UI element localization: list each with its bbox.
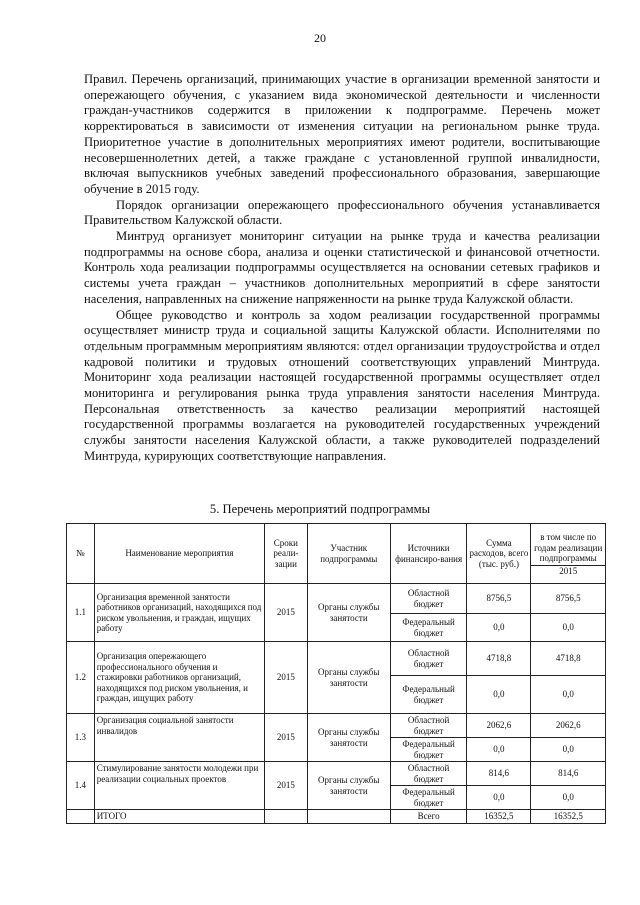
paragraph-3: Минтруд организует мониторинг ситуации на рынке труда и качества реализации подпрограммы на основе сбора, анализа и оценки статистической и финансовой отчетности. Контроль хода реализации подпрограммы осуществляется на основании сетевых графиков и системы учета граждан – участников дополнительных мероприятий в сфере занятости населения, направленных на снижение напряженности на рынке труда Калужской области. — [84, 229, 600, 306]
col-header-sum: Сумма расходов, всего (тыс. руб.) — [467, 524, 531, 584]
row-name: Организация социальной занятости инвалидов — [94, 714, 264, 762]
table-total-row — [67, 810, 606, 824]
measures-table — [66, 523, 606, 824]
page-number: 20 — [314, 31, 326, 45]
row-participant: Органы службы занятости — [307, 642, 390, 714]
row-sum: 0,0 — [467, 738, 531, 762]
table-row — [67, 762, 606, 786]
row-num: 1.3 — [67, 714, 95, 762]
row-participant: Органы службы занятости — [307, 714, 390, 762]
row-participant: Органы службы занятости — [307, 584, 390, 642]
total-num-cell — [67, 810, 95, 824]
total-empty-cell — [265, 810, 308, 824]
paragraph-4: Общее руководство и контроль за ходом реализации государственной программы осуществляет министр труда и социальной защиты Калужской области. Исполнителями по отдельным программным мероприятиям являются: отдел организации трудоустройства и отдел кадровой политики и трудовых отношений соответствующих управлений Минтруда. Мониторинг хода реализации настоящей государственной программы осуществляет отдел мониторинга и регулирования рынка труда управления занятости населения Минтруда. Персональная ответственность за качество реализации мероприятий настоящей государственной программы возлагается на руководителей государственных учреждений службы занятости населения Калужской области, а также руководителей подразделений Минтруда, курирующих соответствующие направления. — [84, 307, 600, 463]
col-header-num: № — [67, 524, 95, 584]
row-name: Стимулирование занятости молодежи при реализации социальных проектов — [94, 762, 264, 810]
row-sum: 0,0 — [467, 614, 531, 642]
table-row — [67, 584, 606, 614]
row-source: Федеральный бюджет — [390, 614, 467, 642]
row-name: Организация опережающего профессионального обучения и стажировки работников организаций, находящихся под риском увольнения, и граждан, ищущих работу — [94, 642, 264, 714]
total-year-sum: 16352,5 — [531, 810, 606, 824]
row-source: Областной бюджет — [390, 584, 467, 614]
row-name: Организация временной занятости работников организаций, находящихся под риском увольнения, и граждан, ищущих работу — [94, 584, 264, 642]
row-period: 2015 — [265, 642, 308, 714]
row-num: 1.4 — [67, 762, 95, 810]
total-sum: 16352,5 — [467, 810, 531, 824]
row-sum: 814,6 — [467, 762, 531, 786]
row-source: Областной бюджет — [390, 714, 467, 738]
col-header-sources: Источники финансиро-вания — [390, 524, 467, 584]
row-year-sum: 2062,6 — [531, 714, 606, 738]
row-year-sum: 0,0 — [531, 738, 606, 762]
row-year-sum: 814,6 — [531, 762, 606, 786]
row-year-sum: 8756,5 — [531, 584, 606, 614]
row-sum: 0,0 — [467, 786, 531, 810]
row-sum: 8756,5 — [467, 584, 531, 614]
row-period: 2015 — [265, 714, 308, 762]
row-year-sum: 4718,8 — [531, 642, 606, 676]
section-title: 5. Перечень мероприятий подпрограммы — [209, 502, 431, 516]
row-period: 2015 — [265, 762, 308, 810]
row-num: 1.2 — [67, 642, 95, 714]
row-year-sum: 0,0 — [531, 676, 606, 714]
col-header-by-year-label: в том числе по годам реализации подпрограммы — [534, 532, 603, 563]
row-sum: 2062,6 — [467, 714, 531, 738]
row-source: Областной бюджет — [390, 762, 467, 786]
row-source: Федеральный бюджет — [390, 676, 467, 714]
col-header-by-year — [531, 524, 606, 584]
row-source: Федеральный бюджет — [390, 738, 467, 762]
col-header-period: Сроки реали-зации — [265, 524, 308, 584]
col-header-year: 2015 — [531, 565, 605, 577]
col-header-participant: Участник подпрограммы — [307, 524, 390, 584]
row-num: 1.1 — [67, 584, 95, 642]
table-row — [67, 714, 606, 738]
row-year-sum: 0,0 — [531, 614, 606, 642]
row-source: Областной бюджет — [390, 642, 467, 676]
row-period: 2015 — [265, 584, 308, 642]
table-row — [67, 642, 606, 676]
total-label: ИТОГО — [94, 810, 264, 824]
row-sum: 4718,8 — [467, 642, 531, 676]
paragraph-2: Порядок организации опережающего профессионального обучения устанавливается Правительством Калужской области. — [84, 197, 600, 228]
total-source: Всего — [390, 810, 467, 824]
col-header-name: Наименование мероприятия — [94, 524, 264, 584]
row-source: Федеральный бюджет — [390, 786, 467, 810]
row-participant: Органы службы занятости — [307, 762, 390, 810]
body-text — [84, 72, 600, 465]
row-year-sum: 0,0 — [531, 786, 606, 810]
row-sum: 0,0 — [467, 676, 531, 714]
total-empty-cell — [307, 810, 390, 824]
paragraph-1: Правил. Перечень организаций, принимающих участие в организации временной занятости и опережающего обучения, с указанием вида экономической деятельности и численности граждан-участников содержится в приложении к подпрограмме. Перечень может корректироваться в зависимости от изменения ситуации на региональном рынке труда. Приоритетное участие в дополнительных мероприятиях имеют родители, воспитывающие несовершеннолетних детей, а также граждане с установленной группой инвалидности, включая выпускников учебных заведений профессионального образования, завершающие обучение в 2015 году. — [84, 72, 600, 196]
